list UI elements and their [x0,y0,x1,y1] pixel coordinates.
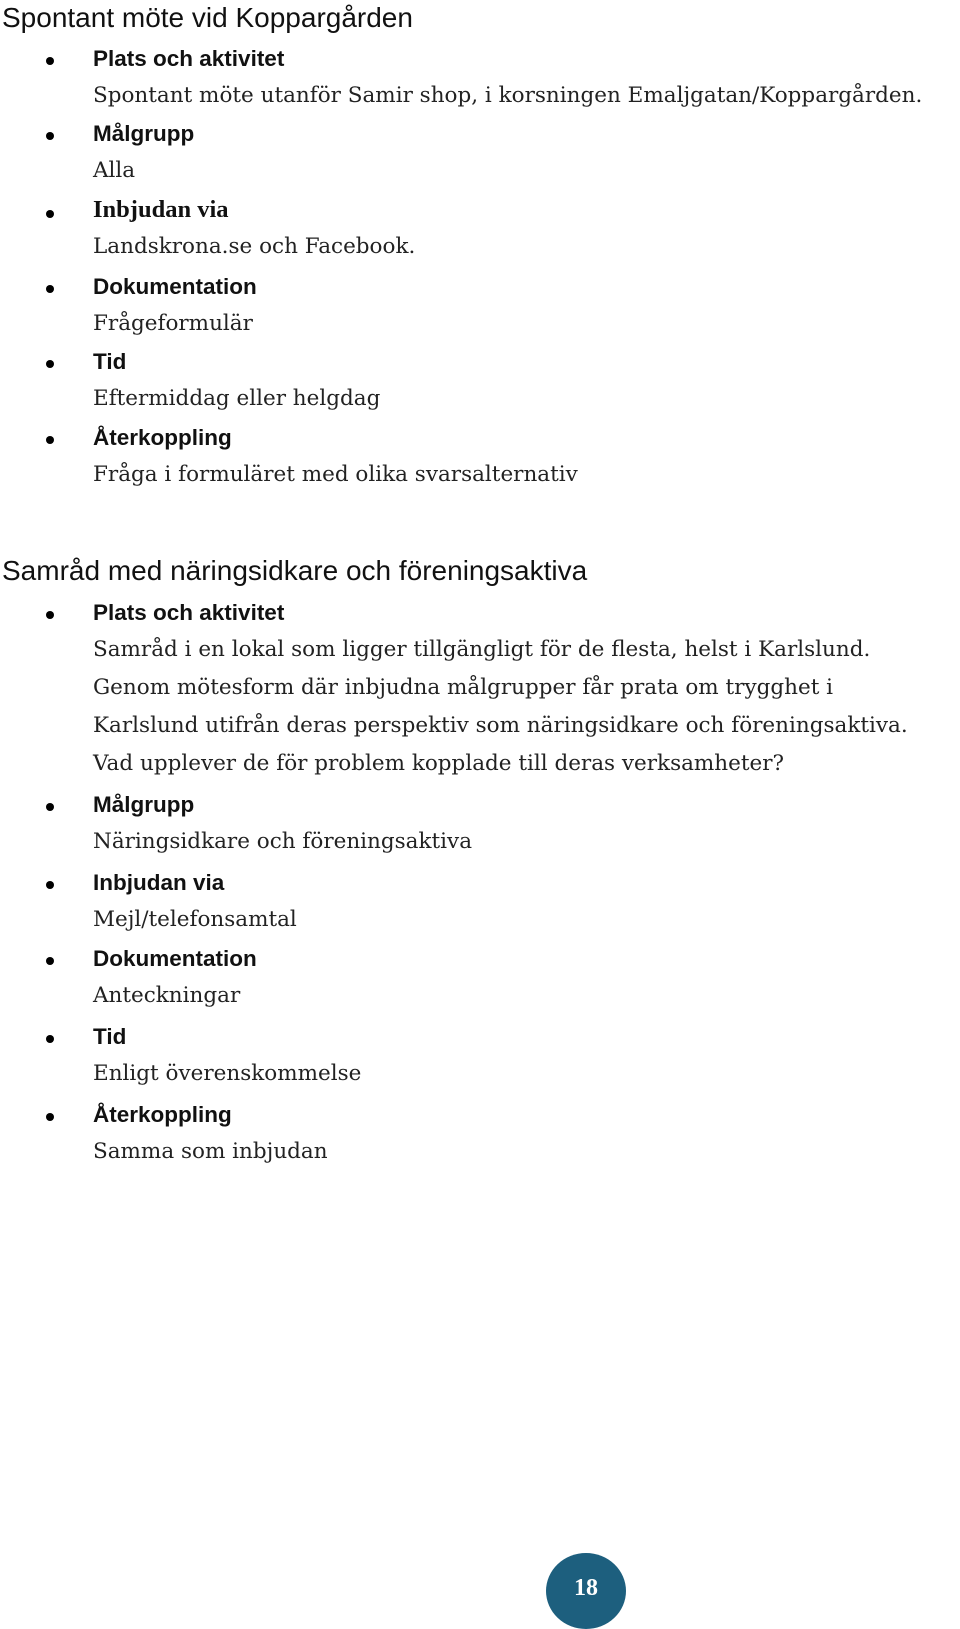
item-value: Frågeformulär [93,311,253,336]
section-title-samrad: Samråd med näringsidkare och föreningsaktiva [2,555,588,586]
item-label: Målgrupp [93,121,195,146]
item-label: Målgrupp [93,792,195,817]
item-value-line-1: Samråd i en lokal som ligger tillgängligt för de flesta, helst i Karlslund. [93,637,871,662]
item-value-line-4: Vad upplever de för problem kopplade till deras verksamheter? [93,751,785,776]
item-label: Inbjudan via [93,870,225,895]
item-value-line-2: Genom mötesform där inbjudna målgrupper får prata om trygghet i [93,675,834,700]
bullet-icon [46,803,54,811]
item-value: Alla [93,158,136,183]
item-value: Enligt överenskommelse [93,1061,362,1086]
bullet-icon [46,360,54,368]
item-value: Landskrona.se och Facebook. [93,234,416,259]
bullet-icon [46,957,54,965]
bullet-icon [46,285,54,293]
bullet-icon [46,132,54,140]
item-label: Inbjudan via [93,196,229,223]
item-label: Dokumentation [93,946,257,971]
bullet-icon [46,1035,54,1043]
bullet-icon [46,57,54,65]
bullet-icon [46,611,54,619]
section-title-spontant-mote: Spontant möte vid Koppargården [2,2,413,33]
item-value: Samma som inbjudan [93,1139,328,1164]
item-label: Tid [93,1024,127,1049]
bullet-icon [46,210,54,218]
item-value-line-3: Karlslund utifrån deras perspektiv som näringsidkare och föreningsaktiva. [93,713,908,738]
item-value: Eftermiddag eller helgdag [93,386,381,411]
item-value: Mejl/telefonsamtal [93,907,297,932]
item-value: Anteckningar [93,983,241,1008]
item-value: Spontant möte utanför Samir shop, i korsningen Emaljgatan/Koppargården. [93,83,923,108]
bullet-icon [46,881,54,889]
item-value: Fråga i formuläret med olika svarsalternativ [93,462,578,487]
item-label: Plats och aktivitet [93,46,285,71]
item-label: Dokumentation [93,274,257,299]
item-label: Tid [93,349,127,374]
item-value: Näringsidkare och föreningsaktiva [93,829,473,854]
item-label: Plats och aktivitet [93,600,285,625]
item-label: Återkoppling [93,425,232,450]
page-number-badge: 18 [546,1553,626,1629]
item-label: Återkoppling [93,1102,232,1127]
bullet-icon [46,436,54,444]
bullet-icon [46,1113,54,1121]
